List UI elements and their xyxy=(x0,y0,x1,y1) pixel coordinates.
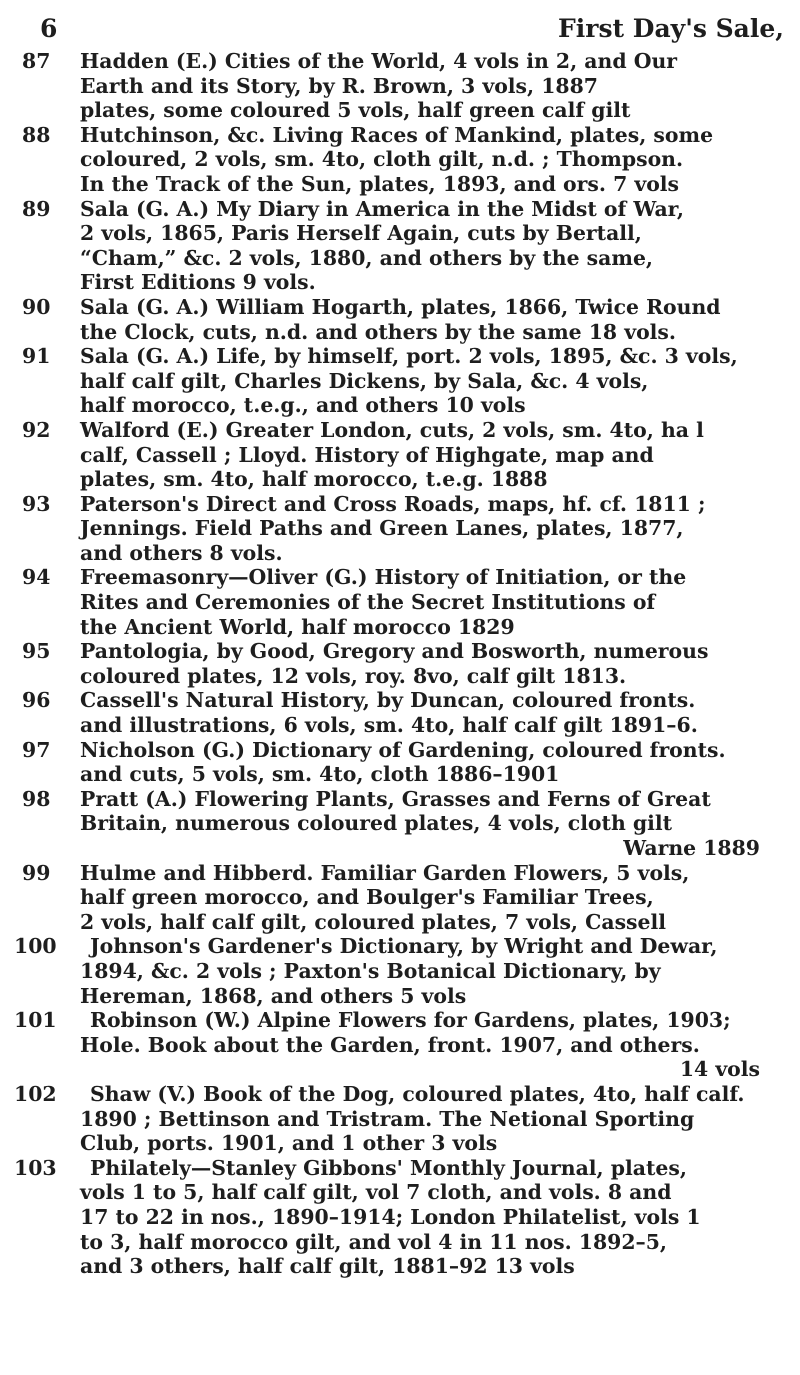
lot-description-line: Hereman, 1868, and others 5 vols xyxy=(80,983,467,1008)
page-number: 6 xyxy=(40,14,58,43)
lot-number: 103 xyxy=(14,1155,57,1180)
lot-description-line: and others 8 vols. xyxy=(80,540,283,565)
lot-description-line: Pantologia, by Good, Gregory and Bosworth, numerous xyxy=(80,639,709,664)
lot-number: 99 xyxy=(22,860,51,885)
lot-description-line: 17 to 22 in nos., 1890–1914; London Philatelist, vols 1 xyxy=(80,1204,701,1229)
lot-number: 89 xyxy=(22,196,51,221)
lot-entry xyxy=(0,1008,800,1082)
lot-entry xyxy=(0,1156,800,1279)
lot-entry xyxy=(0,492,800,566)
lot-description-line: In the Track of the Sun, plates, 1893, and ors. 7 vols xyxy=(80,171,680,196)
lot-entry xyxy=(0,639,800,688)
lot-description-line: Cassell's Natural History, by Duncan, coloured fronts. xyxy=(80,688,696,713)
lot-description-line: 1890 ; Bettinson and Tristram. The Netional Sporting xyxy=(80,1106,695,1131)
lot-entry xyxy=(0,49,800,123)
lot-description-line: Freemasonry—Oliver (G.) History of Initiation, or the xyxy=(80,565,687,590)
lot-number: 94 xyxy=(22,565,51,590)
lot-entry xyxy=(0,934,800,1008)
lot-description-line: Paterson's Direct and Cross Roads, maps, hf. cf. 1811 ; xyxy=(80,491,706,516)
lot-entry xyxy=(0,1082,800,1156)
page-header xyxy=(0,6,800,46)
lot-description-line: coloured plates, 12 vols, roy. 8vo, calf gilt 1813. xyxy=(80,663,627,688)
lot-description-line: half calf gilt, Charles Dickens, by Sala, &c. 4 vols, xyxy=(80,368,649,393)
lot-number: 92 xyxy=(22,417,51,442)
lot-number: 90 xyxy=(22,294,51,319)
lot-number: 95 xyxy=(22,639,51,664)
lot-description-line: Hadden (E.) Cities of the World, 4 vols in 2, and Our xyxy=(80,49,678,73)
lot-description-line: Nicholson (G.) Dictionary of Gardening, coloured fronts. xyxy=(80,737,726,762)
lot-description-line: the Ancient World, half morocco 1829 xyxy=(80,614,515,639)
lot-description-line: calf, Cassell ; Lloyd. History of Highgate, map and xyxy=(80,442,654,467)
lot-description-line: to 3, half morocco gilt, and vol 4 in 11 nos. 1892–5, xyxy=(80,1229,668,1254)
lot-entry xyxy=(0,565,800,639)
lot-description-line: half morocco, t.e.g., and others 10 vols xyxy=(80,393,526,418)
lot-description-line: vols 1 to 5, half calf gilt, vol 7 cloth, and vols. 8 and xyxy=(80,1180,672,1205)
lot-description-line: plates, sm. 4to, half morocco, t.e.g. 1888 xyxy=(80,467,548,492)
lot-number: 98 xyxy=(22,786,51,811)
lot-number: 102 xyxy=(14,1081,57,1106)
lot-description-line: Club, ports. 1901, and 1 other 3 vols xyxy=(80,1131,498,1156)
lot-description-line: the Clock, cuts, n.d. and others by the same 18 vols. xyxy=(80,319,676,344)
lot-description-line: Britain, numerous coloured plates, 4 vols, cloth gilt xyxy=(80,811,673,836)
lot-number: 91 xyxy=(22,344,51,369)
lot-description-line: and 3 others, half calf gilt, 1881–92 13 vols xyxy=(80,1254,575,1279)
lot-entry xyxy=(0,738,800,787)
lot-entry xyxy=(0,787,800,861)
lot-description-line: Rites and Ceremonies of the Secret Institutions of xyxy=(80,590,656,615)
lot-description-line: Robinson (W.) Alpine Flowers for Gardens, plates, 1903; xyxy=(90,1008,731,1033)
lot-description-line: and cuts, 5 vols, sm. 4to, cloth 1886–1901 xyxy=(80,762,560,787)
lot-entry xyxy=(0,418,800,492)
lot-description-line: 1894, &c. 2 vols ; Paxton's Botanical Dictionary, by xyxy=(80,958,661,983)
lot-description-line: Sala (G. A.) Life, by himself, port. 2 vols, 1895, &c. 3 vols, xyxy=(80,344,738,369)
lot-entry xyxy=(0,344,800,418)
lot-entry xyxy=(0,123,800,197)
lot-description-line: Johnson's Gardener's Dictionary, by Wright and Dewar, xyxy=(90,934,718,959)
lot-number: 101 xyxy=(14,1008,57,1033)
lot-description-line: Earth and its Story, by R. Brown, 3 vols, 1887 xyxy=(80,73,598,98)
lot-description-line: “Cham,” &c. 2 vols, 1880, and others by the same, xyxy=(80,245,654,270)
lot-entry xyxy=(0,295,800,344)
lot-number: 93 xyxy=(22,491,51,516)
lot-description-line: Sala (G. A.) William Hogarth, plates, 1866, Twice Round xyxy=(80,294,721,319)
lot-entry xyxy=(0,861,800,935)
lot-description-line: Sala (G. A.) My Diary in America in the Midst of War, xyxy=(80,196,685,221)
lot-description-line: and illustrations, 6 vols, sm. 4to, half calf gilt 1891–6. xyxy=(80,713,698,738)
lot-description-line: Shaw (V.) Book of the Dog, coloured plates, 4to, half calf. xyxy=(90,1081,745,1106)
lot-description-line: Hulme and Hibberd. Familiar Garden Flowers, 5 vols, xyxy=(80,860,690,885)
lot-description-line: First Editions 9 vols. xyxy=(80,270,316,295)
lot-description-line: Jennings. Field Paths and Green Lanes, plates, 1877, xyxy=(80,516,684,541)
lot-description-line: plates, some coloured 5 vols, half green calf gilt xyxy=(80,98,631,123)
lot-entry xyxy=(0,688,800,737)
lot-number: 87 xyxy=(22,49,51,73)
lot-description-line: Philately—Stanley Gibbons' Monthly Journal, plates, xyxy=(90,1155,687,1180)
lot-description-line: 2 vols, half calf gilt, coloured plates, 7 vols, Cassell xyxy=(80,909,666,934)
lot-number: 96 xyxy=(22,688,51,713)
lot-number: 100 xyxy=(14,934,57,959)
lot-number: 88 xyxy=(22,122,51,147)
lot-description-line: Hole. Book about the Garden, front. 1907, and others. xyxy=(80,1032,700,1057)
lot-description-line: 14 vols xyxy=(679,1057,760,1082)
lot-description-line: Warne 1889 xyxy=(623,836,760,860)
lot-description-line: Pratt (A.) Flowering Plants, Grasses and Ferns of Great xyxy=(80,786,711,811)
lot-description-line: Hutchinson, &c. Living Races of Mankind, plates, some xyxy=(80,122,714,147)
running-title: First Day's Sale, xyxy=(558,14,784,43)
lot-entries xyxy=(0,49,800,1279)
lot-description-line: 2 vols, 1865, Paris Herself Again, cuts by Bertall, xyxy=(80,221,642,246)
lot-description-line: coloured, 2 vols, sm. 4to, cloth gilt, n.d. ; Thompson. xyxy=(80,147,684,172)
lot-number: 97 xyxy=(22,737,51,762)
lot-description-line: Walford (E.) Greater London, cuts, 2 vols, sm. 4to, ha l xyxy=(80,417,704,442)
lot-description-line: half green morocco, and Boulger's Familiar Trees, xyxy=(80,885,654,910)
lot-entry xyxy=(0,197,800,295)
